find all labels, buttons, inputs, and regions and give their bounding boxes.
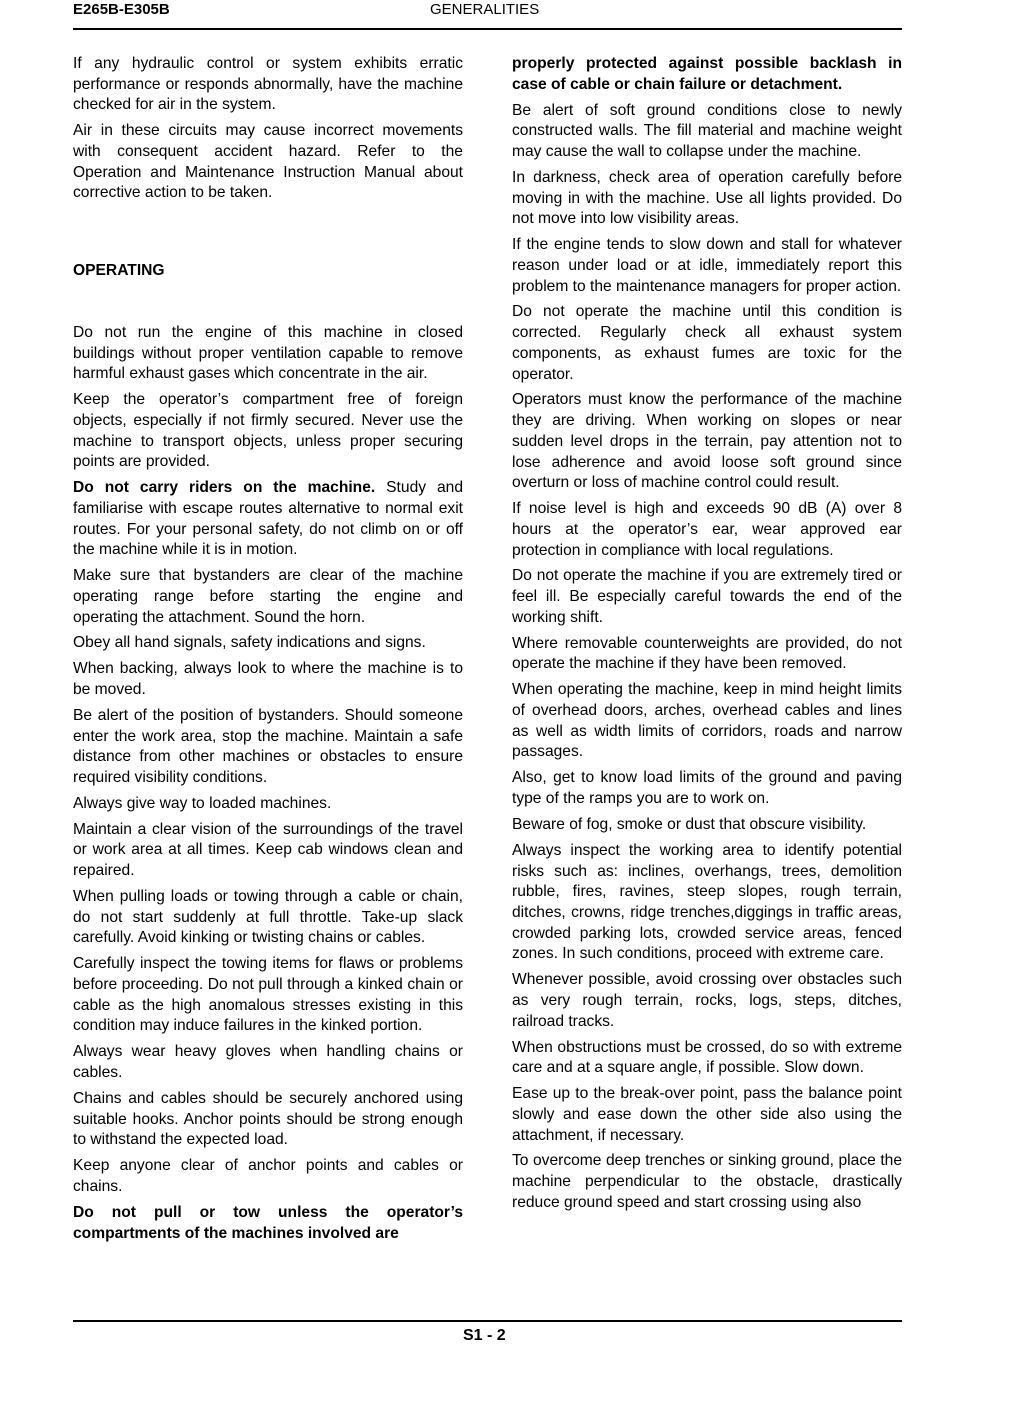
paragraph: Always give way to loaded machines. bbox=[73, 794, 332, 812]
paragraph: Air in these circuits may cause incorrect movements with consequent accident hazard. Refer to the Operation and Maintenance Instruction Manual about corrective action to be taken. bbox=[73, 122, 463, 202]
paragraph: Make sure that bystanders are clear of the machine operating range before starting the engine and operating the attachment. Sound the horn. bbox=[73, 567, 463, 626]
paragraph: When obstructions must be crossed, do so with extreme care and at a square angle, if possible. Slow down. bbox=[512, 1038, 902, 1077]
paragraph: When pulling loads or towing through a cable or chain, do not start suddenly at full throttle. Take-up slack carefully. Avoid kinking or twisting chains or cables. bbox=[73, 888, 463, 947]
paragraph: Be alert of the position of bystanders. Should someone enter the work area, stop the machine. Maintain a safe distance from other machines or obstacles to ensure required visibility conditions. bbox=[73, 706, 463, 786]
paragraph: Always inspect the working area to identify potential risks such as: inclines, overhangs, trees, demolition rubble, fires, ravines, steep slopes, rough terrain, ditches, crowns, ridge trenches,diggings in traffic areas, crowded parking lots, crowded service areas, fenced zones. In such conditions, proceed with extreme care. bbox=[512, 841, 902, 963]
paragraph: When backing, always look to where the machine is to be moved. bbox=[73, 660, 463, 698]
paragraph: Maintain a clear vision of the surroundings of the travel or work area at all times. Keep cab windows clean and repaired. bbox=[73, 820, 463, 880]
paragraph bbox=[73, 478, 463, 561]
paragraph: Do not operate the machine if you are extremely tired or feel ill. Be especially careful towards the end of the working shift. bbox=[512, 567, 902, 626]
paragraph: Keep anyone clear of anchor points and cables or chains. bbox=[73, 1157, 463, 1195]
paragraph: Carefully inspect the towing items for flaws or problems before proceeding. Do not pull through a kinked chain or cable as the high anomalous stresses existing in this condition may induce failures in the kinked portion. bbox=[73, 955, 463, 1035]
paragraph: Ease up to the break-over point, pass the balance point slowly and ease down the other side also using the attachment, if necessary. bbox=[512, 1085, 902, 1144]
header-divider bbox=[73, 28, 902, 30]
paragraph: Whenever possible, avoid crossing over obstacles such as very rough terrain, rocks, logs, steps, ditches, railroad tracks. bbox=[512, 971, 902, 1030]
bold-warning: Do not carry riders on the machine. bbox=[73, 479, 376, 497]
paragraph: In darkness, check area of operation carefully before moving in with the machine. Use all lights provided. Do not move into low visibility areas. bbox=[512, 168, 902, 228]
paragraph: To overcome deep trenches or sinking ground, place the machine perpendicular to the obstacle, drastically reduce ground speed and start crossing using also bbox=[512, 1152, 902, 1211]
left-column bbox=[73, 54, 463, 1249]
footer-divider bbox=[73, 1320, 902, 1322]
paragraph: Keep the operator’s compartment free of foreign objects, especially if not firmly secured. Never use the machine to transport objects, unless proper securing points are provided. bbox=[73, 391, 463, 471]
paragraph: Do not run the engine of this machine in closed buildings without proper ventilation capable to remove harmful exhaust gases which concentrate in the air. bbox=[73, 323, 463, 383]
paragraph-text: Study and familiarise with escape routes alternative to normal exit routes. For your personal safety, do not climb on or off the machine while it is in motion. bbox=[73, 479, 463, 559]
bold-warning-paragraph: properly protected against possible backlash in case of cable or chain failure or detachment. bbox=[512, 55, 902, 93]
paragraph: If any hydraulic control or system exhibits erratic performance or responds abnormally, have the machine checked for air in the system. bbox=[73, 55, 463, 114]
paragraph: Be alert of soft ground conditions close to newly constructed walls. The fill material and machine weight may cause the wall to collapse under the machine. bbox=[512, 101, 902, 160]
paragraph: Obey all hand signals, safety indications and signs. bbox=[73, 634, 426, 652]
paragraph: Operators must know the performance of the machine they are driving. When working on slopes or near sudden level drops in the terrain, pay attention not to lose adherence and avoid loose soft ground since overturn or loss of machine control could result. bbox=[512, 391, 902, 492]
section-heading-operating: OPERATING bbox=[73, 262, 165, 280]
paragraph: When operating the machine, keep in mind height limits of overhead doors, arches, overhead cables and lines as well as width limits of corridors, roads and narrow passages. bbox=[512, 681, 902, 761]
document-model-header: E265B-E305B bbox=[73, 1, 170, 18]
paragraph: If noise level is high and exceeds 90 dB (A) over 8 hours at the operator’s ear, wear approved ear protection in compliance with local regulations. bbox=[512, 500, 902, 559]
paragraph: If the engine tends to slow down and stall for whatever reason under load or at idle, immediately report this problem to the maintenance managers for proper action. bbox=[512, 236, 902, 295]
paragraph: Chains and cables should be securely anchored using suitable hooks. Anchor points should be strong enough to withstand the expected load. bbox=[73, 1089, 463, 1149]
paragraph: Always wear heavy gloves when handling chains or cables. bbox=[73, 1043, 463, 1082]
paragraph: Also, get to know load limits of the ground and paving type of the ramps you are to work on. bbox=[512, 769, 902, 808]
section-title-header: GENERALITIES bbox=[430, 1, 540, 18]
paragraph: Where removable counterweights are provided, do not operate the machine if they have been removed. bbox=[512, 634, 902, 673]
right-column bbox=[512, 54, 902, 1219]
paragraph: Beware of fog, smoke or dust that obscure visibility. bbox=[512, 815, 867, 833]
paragraph: Do not operate the machine until this condition is corrected. Regularly check all exhaust system components, as exhaust fumes are toxic for the operator. bbox=[512, 303, 902, 383]
page-number: S1 - 2 bbox=[463, 1327, 506, 1344]
bold-warning-paragraph: Do not pull or tow unless the operator’s compartments of the machines involved are bbox=[73, 1203, 463, 1242]
